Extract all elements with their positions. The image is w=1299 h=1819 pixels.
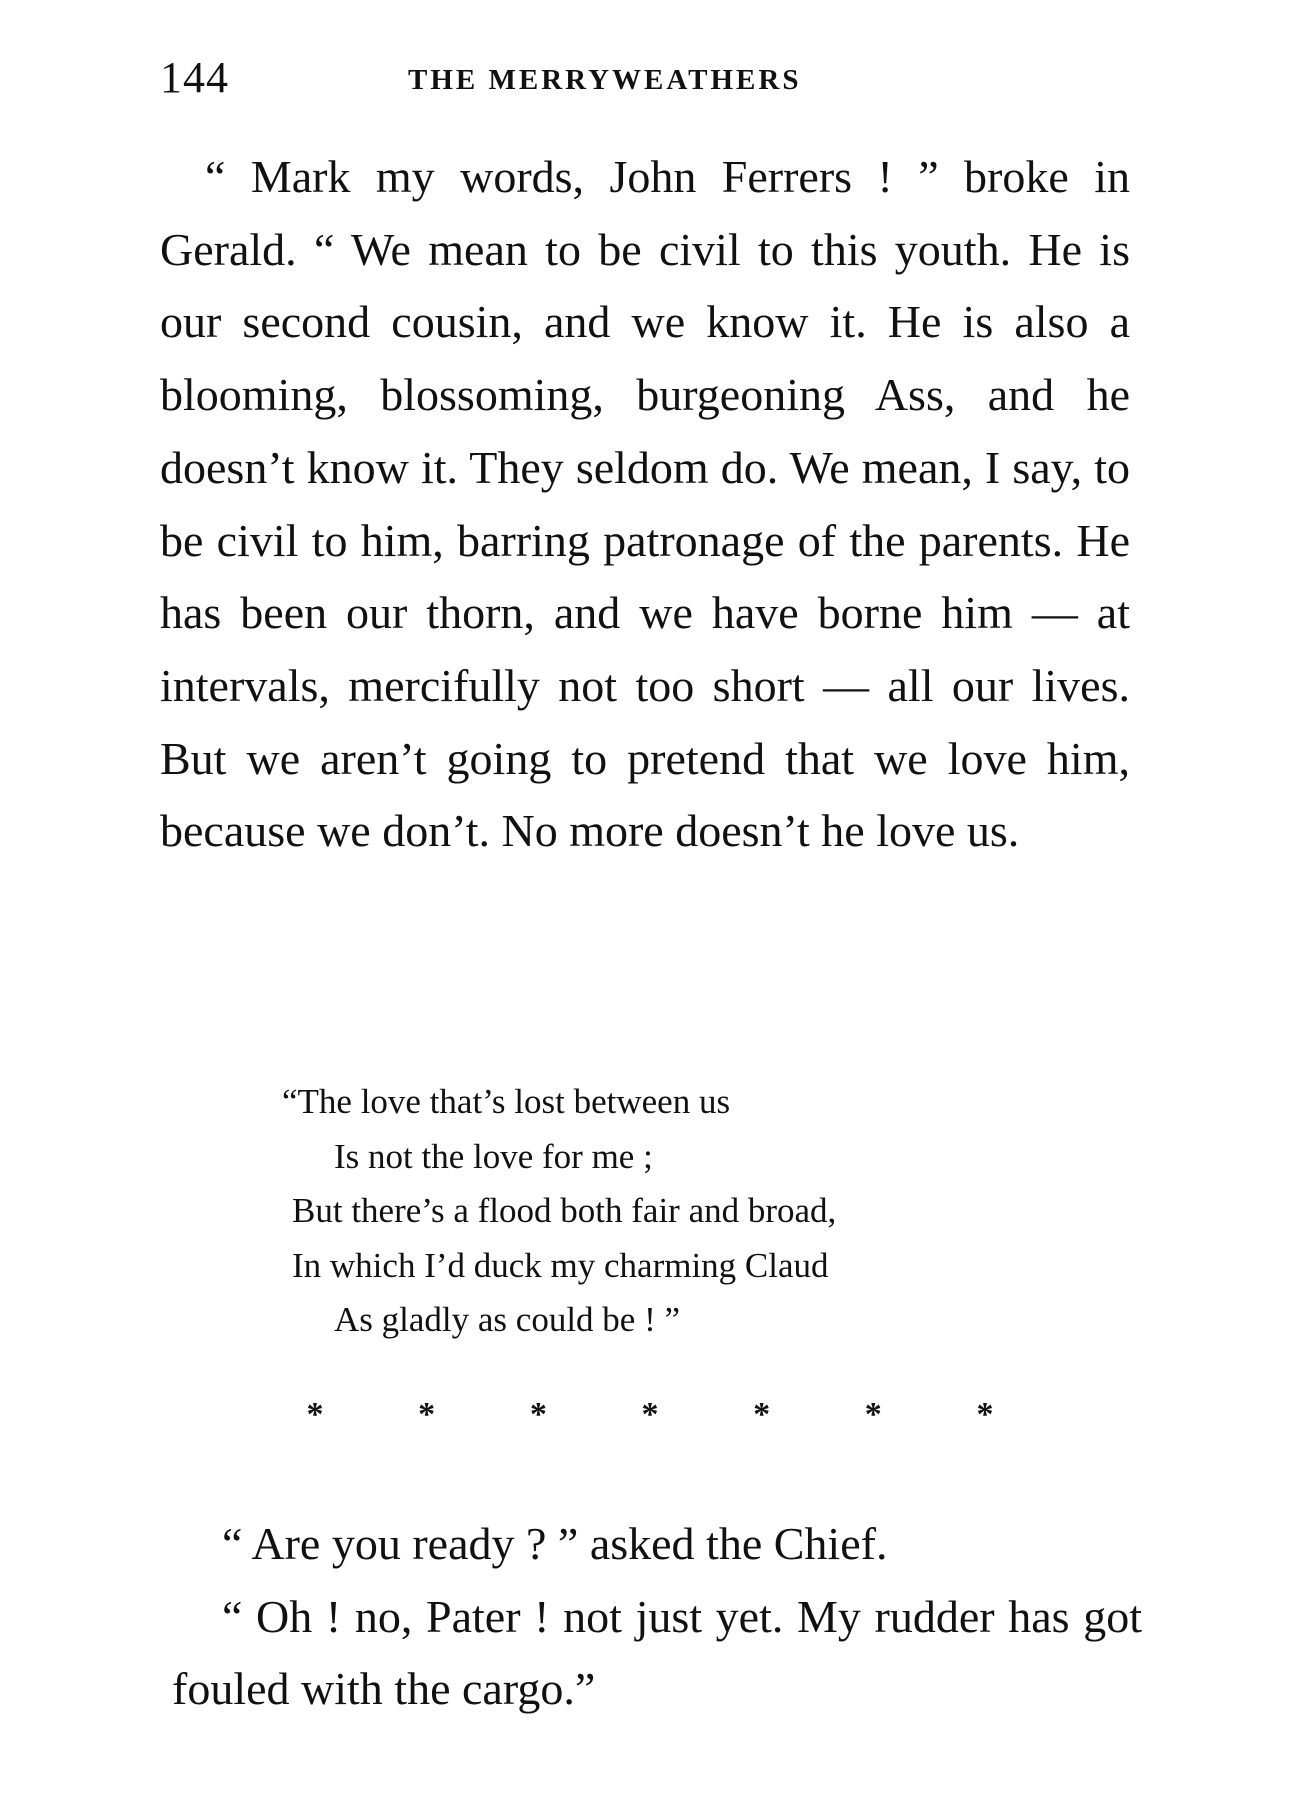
poem-line: As gladly as could be ! ” [334,1300,681,1339]
asterisk: * [418,1396,436,1433]
asterisk: * [976,1396,994,1433]
poem-line: Is not the love for me ; [334,1136,653,1176]
poem-line: In which I’d duck my charming Claud [292,1245,829,1285]
poem-line: But there’s a flood both fair and broad, [292,1191,837,1230]
paragraph: “ Mark my words, John Ferrers ! ” broke in Gerald. “ We mean to be civil to this youth. He is our second cousin, and we know it. He is also a blooming, blossoming, burgeoning Ass, and he doesn’t know it. They seldom do. We mean, I say, to be civil to him, barring patronage of the parents. He has been our thorn, and we have borne him — at intervals, mercifully not too short — all our lives. But we aren’t going to pretend that we love him, because we don’t. No more doesn’t he love us. [160,151,1130,857]
body-text [160,141,1130,868]
paragraph: “ Are you ready ? ” asked the Chief. [222,1518,888,1569]
running-title: THE MERRYWEATHERS [408,64,802,96]
section-break-asterisks [300,1390,1000,1440]
poem-line: “The love that’s lost between us [282,1082,731,1121]
asterisk: * [306,1396,324,1433]
asterisk: * [529,1396,547,1433]
poem-quotation [282,1075,1012,1348]
page-number: 144 [160,53,229,102]
paragraph: “ Oh ! no, Pater ! not just yet. My rudder has got fouled with the cargo.” [172,1590,1142,1715]
asterisk: * [753,1396,771,1433]
page-header [160,52,1140,112]
asterisk: * [864,1396,882,1433]
asterisk: * [641,1396,659,1433]
closing-text [172,1508,1142,1726]
